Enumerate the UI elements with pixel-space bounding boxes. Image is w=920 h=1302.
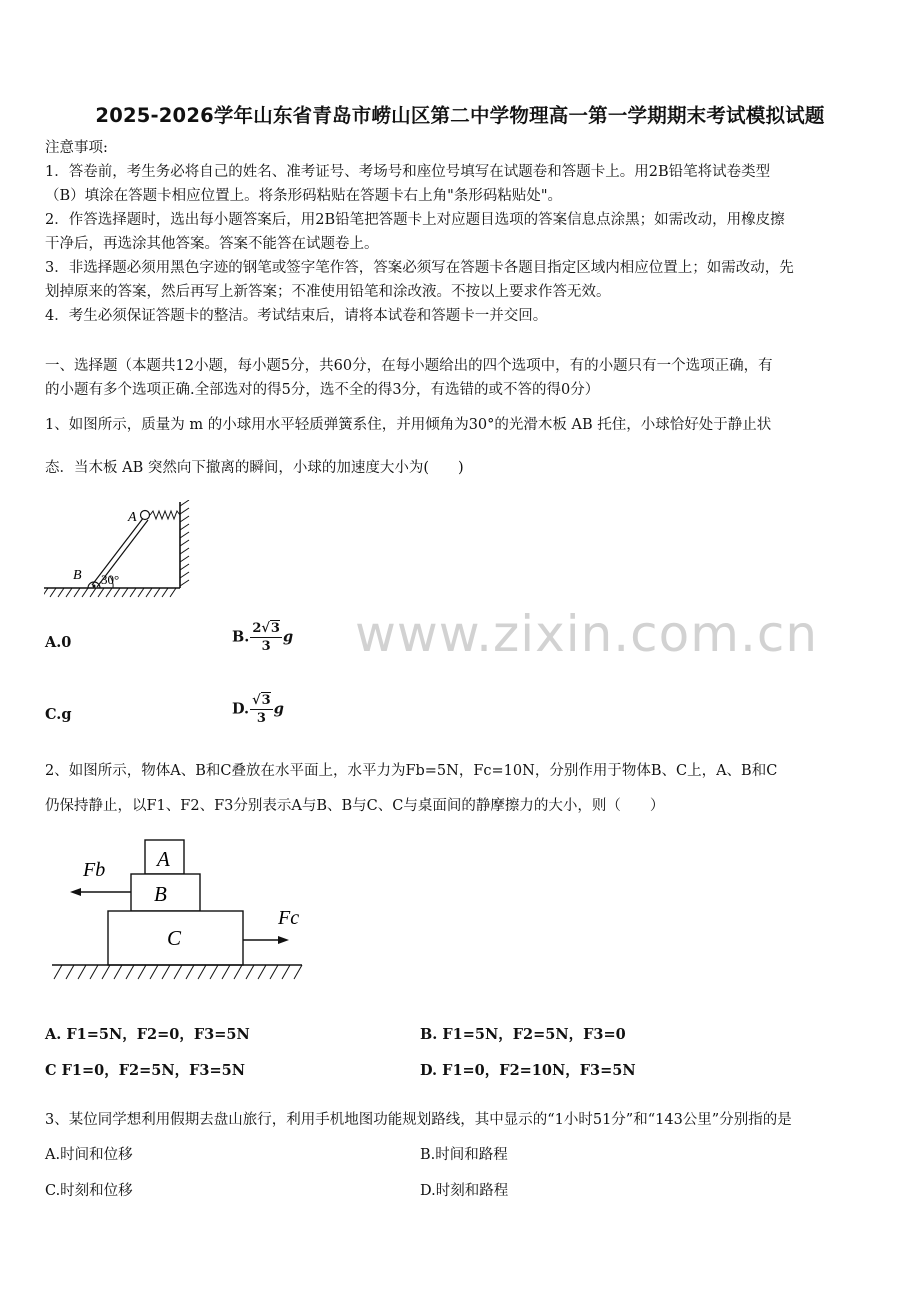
q1-option-b[interactable]: [232, 620, 293, 655]
label-b: B: [73, 568, 82, 583]
block-a-label: A: [157, 847, 170, 871]
denominator: 3: [256, 711, 266, 726]
q2-option-a[interactable]: A. F1=5N，F2=0，F3=5N: [45, 1026, 250, 1043]
q1-option-d[interactable]: [232, 692, 284, 727]
gravity-symbol: g: [282, 628, 294, 646]
q1-option-c[interactable]: C.g: [45, 706, 72, 723]
q2-blocks-diagram: [50, 832, 310, 984]
gravity-symbol: g: [273, 700, 284, 718]
force-c-label: Fc: [278, 907, 300, 929]
block-c-label: C: [167, 926, 182, 950]
fraction: $\frac{√3}{3}$: [252, 693, 271, 726]
q2-option-d[interactable]: D. F1=0，F2=10N，F3=5N: [420, 1062, 636, 1079]
notice-line: 1．答卷前，考生务必将自己的姓名、准考证号、考场号和座位号填写在试题卷和答题卡上。用2B铅笔将试卷类型: [45, 164, 771, 180]
notice-line: 3．非选择题必须用黑色字迹的钢笔或签字笔作答，答案必须写在答题卡各题目指定区域内相应位置上；如需改动，先: [45, 260, 794, 276]
option-d-letter: D.: [232, 700, 250, 718]
section-heading-cont: 的小题有多个选项正确.全部选对的得5分，选不全的得3分，有选错的或不答的得0分）: [45, 382, 600, 398]
block-b-label: B: [154, 882, 167, 906]
denominator: 3: [261, 639, 271, 654]
label-a: A: [128, 510, 137, 525]
q3-option-b[interactable]: B.时间和路程: [420, 1147, 508, 1163]
fraction: $\frac{2√3}{3}$: [252, 621, 280, 654]
notice-line: （B）填涂在答题卡相应位置上。将条形码粘贴在答题卡右上角"条形码粘贴处"。: [45, 188, 562, 204]
option-b-letter: B.: [232, 628, 250, 646]
q1-incline-diagram: [44, 500, 194, 605]
section-heading: 一、选择题（本题共12小题，每小题5分，共60分，在每小题给出的四个选项中，有的小题只有一个选项正确，有: [45, 358, 773, 374]
radicand: 3: [270, 621, 280, 636]
q2-stem-cont: 仍保持静止，以F1、F2、F3分别表示A与B、B与C、C与桌面间的静摩擦力的大小，则（ ）: [45, 798, 665, 814]
q1-option-a[interactable]: A.0: [45, 634, 72, 651]
notice-line: 4．考生必须保证答题卡的整洁。考试结束后，请将本试卷和答题卡一并交回。: [45, 308, 548, 324]
q1-stem: 1、如图所示，质量为 m 的小球用水平轻质弹簧系住，并用倾角为30°的光滑木板 AB 托住，小球恰好处于静止状: [45, 417, 772, 433]
q2-stem: 2、如图所示，物体A、B和C叠放在水平面上，水平力为Fb=5N，Fc=10N，分别作用于物体B、C上，A、B和C: [45, 763, 778, 779]
notice-line: 2．作答选择题时，选出每小题答案后，用2B铅笔把答题卡上对应题目选项的答案信息点涂黑；如需改动，用橡皮擦: [45, 212, 785, 228]
radicand: 3: [261, 693, 271, 708]
angle-label: 30°: [101, 572, 120, 587]
q3-option-c[interactable]: C.时刻和位移: [45, 1183, 133, 1199]
arrow-left-icon: [70, 888, 81, 896]
q3-option-d[interactable]: D.时刻和路程: [420, 1183, 509, 1199]
notice-heading: 注意事项:: [45, 140, 108, 156]
q2-option-b[interactable]: B. F1=5N，F2=5N，F3=0: [420, 1026, 626, 1043]
q2-option-c[interactable]: C F1=0，F2=5N，F3=5N: [45, 1062, 245, 1079]
force-b-label: Fb: [83, 859, 106, 881]
q3-option-a[interactable]: A.时间和位移: [45, 1147, 133, 1163]
q1-stem-cont: 态．当木板 AB 突然向下撤离的瞬间，小球的加速度大小为( ): [45, 460, 464, 476]
coefficient: 2: [252, 621, 262, 636]
arrow-right-icon: [278, 936, 289, 944]
notice-line: 划掉原来的答案，然后再写上新答案；不准使用铅笔和涂改液。不按以上要求作答无效。: [45, 284, 611, 300]
notice-line: 干净后，再选涂其他答案。答案不能答在试题卷上。: [45, 236, 379, 252]
watermark: www.zixin.com.cn: [355, 605, 819, 663]
q3-stem: 3、某位同学想利用假期去盘山旅行，利用手机地图功能规划路线，其中显示的“1小时51分”和“143公里”分别指的是: [45, 1112, 792, 1128]
page-title: 2025-2026学年山东省青岛市崂山区第二中学物理高一第一学期期末考试模拟试题: [95, 104, 825, 127]
